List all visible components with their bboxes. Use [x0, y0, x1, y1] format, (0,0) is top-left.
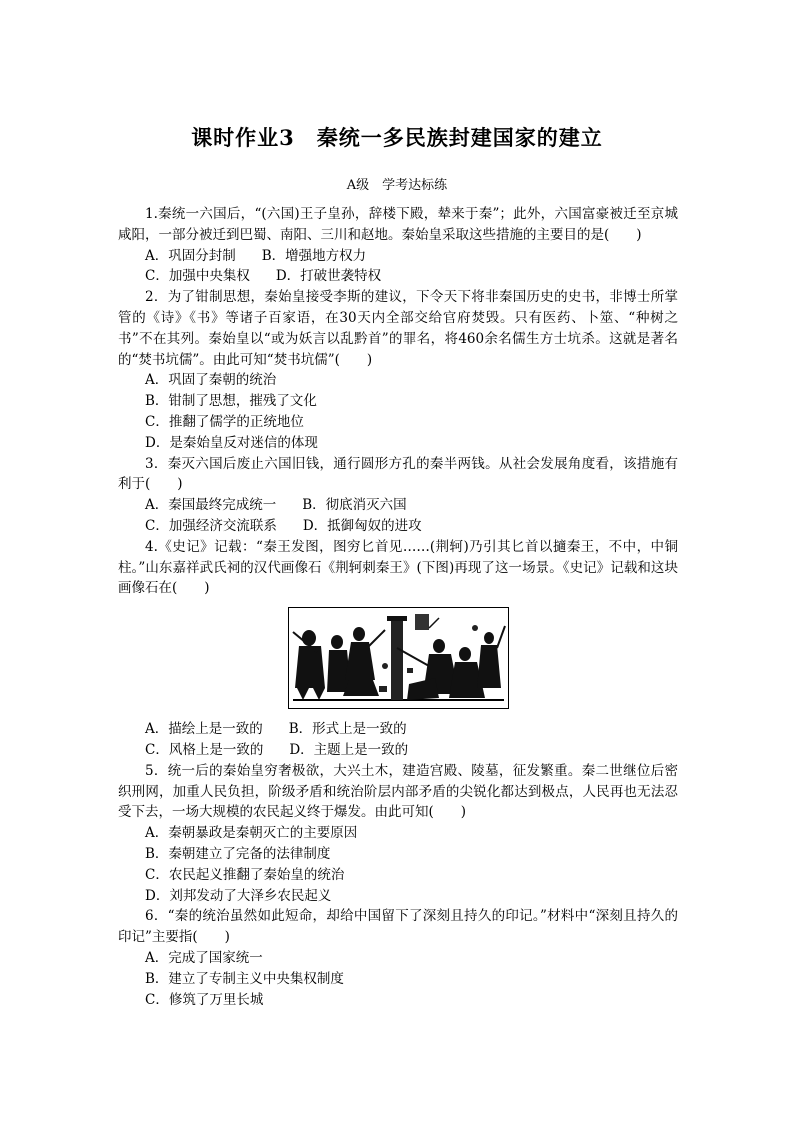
option-c: C．加强中央集权 [145, 268, 250, 285]
option-d: D．打破世袭特权 [275, 268, 382, 285]
question-list [118, 204, 678, 1010]
question-2-stem: 2．为了钳制思想，秦始皇接受李斯的建议，下令天下将非秦国历史的史书，非博士所掌管的《诗》《书》等诸子百家语，在30天内全部交给官府焚毁。只有医药、卜筮、“种树之书”不在其列。秦始皇以“或为妖言以乱黔首”的罪名，将460余名儒生方士坑杀。这就是著名的“焚书坑儒”。由此可知“焚书坑儒”( ) [118, 289, 678, 368]
stone-relief-image [288, 607, 509, 709]
option-d: D．主题上是一致的 [289, 741, 409, 758]
question-3-options-row-1 [118, 495, 678, 516]
option-c: C．农民起义推翻了秦始皇的统治 [145, 866, 345, 883]
relief-illustration [289, 608, 508, 708]
question-6-stem: 6．“秦的统治虽然如此短命，却给中国留下了深刻且持久的印记。”材料中“深刻且持久的印记”主要指( ) [118, 908, 678, 946]
question-3-stem: 3．秦灭六国后废止六国旧钱，通行圆形方孔的秦半两钱。从社会发展角度看，该措施有利于( ) [118, 455, 678, 493]
question-1-options-row-1 [118, 246, 678, 267]
question-5-stem: 5．统一后的秦始皇穷奢极欲，大兴土木，建造宫殿、陵墓，征发繁重。秦二世继位后密织刑网，加重人民负担，阶级矛盾和统治阶层内部矛盾的尖锐化都达到极点，人民再也无法忍受下去，一场大规模的农民起义终于爆发。由此可知( ) [118, 762, 678, 821]
option-d: D．抵御匈奴的进攻 [302, 517, 422, 534]
option-b: B．彻底消灭六国 [302, 497, 407, 514]
option-c: C．加强经济交流联系 [145, 517, 277, 534]
question-4-options-row-2 [118, 740, 678, 761]
question-4-options-row-1 [118, 719, 678, 740]
option-a: A．描绘上是一致的 [145, 721, 263, 738]
option-a: A．巩固了秦朝的统治 [145, 372, 277, 389]
option-c: C．风格上是一致的 [145, 741, 264, 758]
option-b: B．增强地方权力 [261, 247, 367, 264]
question-1-options-row-2 [118, 266, 678, 287]
option-b: B．形式上是一致的 [288, 721, 407, 738]
option-d: D．刘邦发动了大泽乡农民起义 [145, 887, 332, 904]
question-1-stem: 1.秦统一六国后，“(六国)王子皇孙，辞楼下殿，辇来于秦”；此外，六国富豪被迁至京城咸阳，一部分被迁到巴蜀、南阳、三川和赵地。秦始皇采取这些措施的主要目的是( ) [118, 206, 678, 243]
option-b: B．钳制了思想，摧残了文化 [145, 393, 317, 410]
question-3-options-row-2 [118, 516, 678, 537]
section-heading: A级 学考达标练 [346, 178, 448, 193]
question-4-stem: 4.《史记》记载：“秦王发图，图穷匕首见……(荆轲)乃引其匕首以擿秦王，不中，中铜柱。”山东嘉祥武氏祠的汉代画像石《荆轲刺秦王》(下图)再现了这一场景。《史记》记载和这块画像石在( ) [118, 538, 678, 597]
option-a: A．巩固分封制 [145, 247, 236, 264]
option-c: C．修筑了万里长城 [145, 991, 264, 1008]
option-a: A．秦朝暴政是秦朝灭亡的主要原因 [145, 825, 358, 842]
option-b: B．建立了专制主义中央集权制度 [145, 970, 344, 987]
option-d: D．是秦始皇反对迷信的体现 [145, 434, 318, 451]
option-a: A．秦国最终完成统一 [145, 497, 277, 514]
page-title: 课时作业3 秦统一多民族封建国家的建立 [191, 125, 603, 150]
option-b: B．秦朝建立了完备的法律制度 [145, 845, 331, 862]
option-c: C．推翻了儒学的正统地位 [145, 413, 304, 430]
option-a: A．完成了国家统一 [145, 949, 263, 966]
